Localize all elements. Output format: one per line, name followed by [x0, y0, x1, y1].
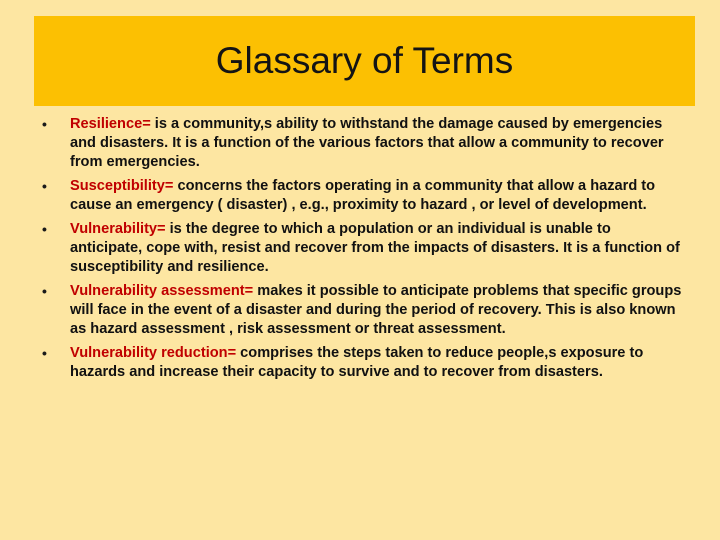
term-definition: is a community,s ability to withstand the damage caused by emergencies and disasters. It is a function of the various factors that allow a community to recover from emergencies. [70, 116, 664, 170]
bullet-icon: • [42, 283, 47, 299]
term-name: Susceptibility= [70, 178, 174, 194]
term-vulnerability [42, 220, 682, 277]
term-name: Vulnerability= [70, 221, 166, 237]
term-susceptibility [42, 177, 682, 215]
bullet-icon: • [42, 221, 47, 237]
bullet-icon: • [42, 116, 47, 132]
term-name: Resilience= [70, 116, 151, 132]
term-vulnerability-assessment [42, 282, 682, 339]
term-name: Vulnerability assessment= [70, 283, 254, 299]
term-vulnerability-reduction [42, 344, 682, 382]
term-definition: is the degree to which a population or an individual is unable to anticipate, cope with, resist and recover from the impacts of disasters. It is a function of susceptibility and resilience. [70, 221, 680, 275]
bullet-icon: • [42, 345, 47, 361]
title-bar [34, 16, 695, 106]
term-resilience [42, 115, 682, 172]
term-definition: makes it possible to anticipate problems that specific groups will face in the event of a disaster and during the period of recovery. This is also known as hazard assessment , risk assessment or threat assessment. [70, 283, 682, 337]
bullet-icon: • [42, 178, 47, 194]
term-definition: concerns the factors operating in a community that allow a hazard to cause an emergency ( disaster) , e.g., proximity to hazard , or level of development. [70, 178, 656, 213]
term-definition: comprises the steps taken to reduce people,s exposure to hazards and increase their capacity to survive and to recover from disasters. [70, 345, 644, 380]
term-name: Vulnerability reduction= [70, 345, 237, 361]
terms-list [42, 115, 682, 387]
slide-title: Glassary of Terms [215, 40, 514, 81]
